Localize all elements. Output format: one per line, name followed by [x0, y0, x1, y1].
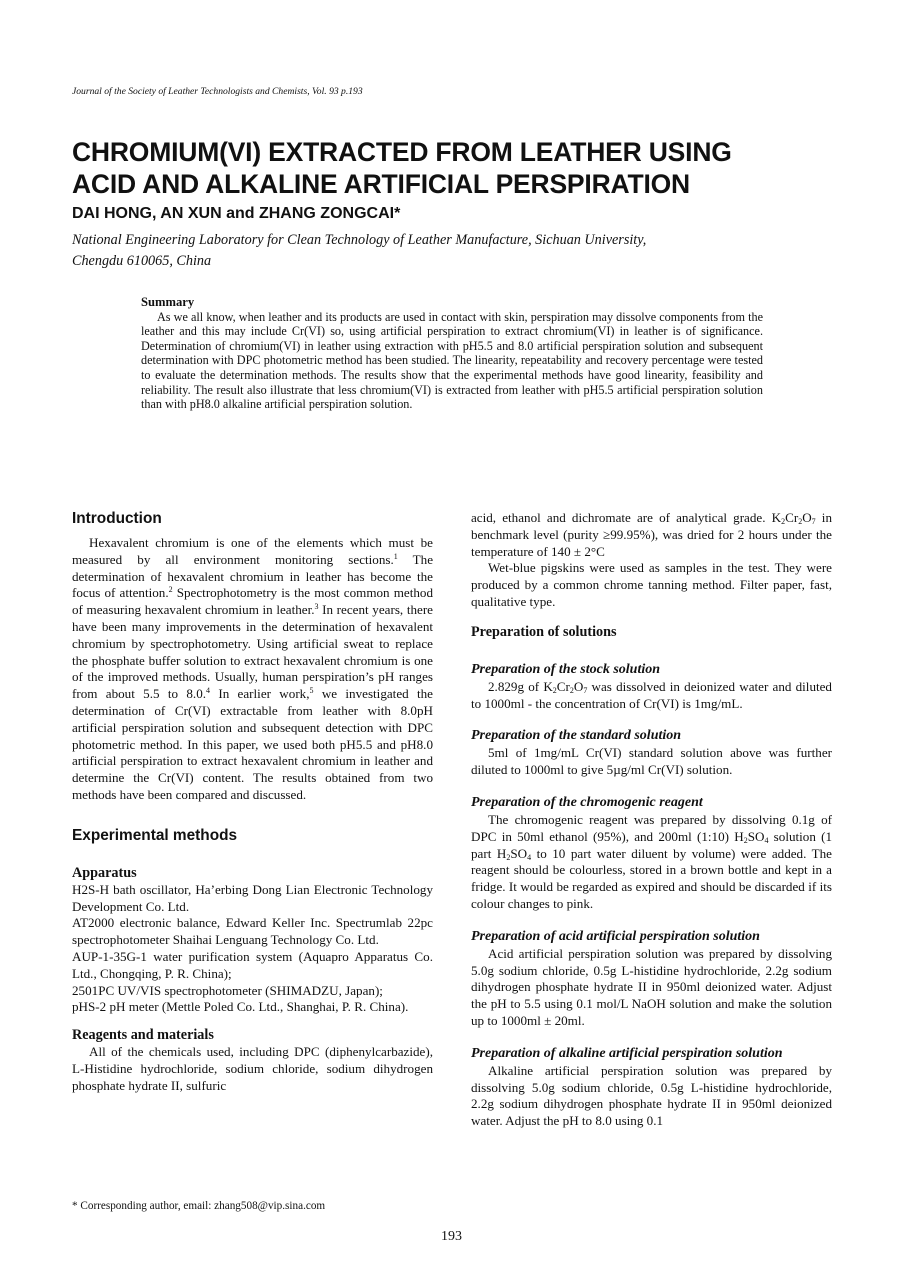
introduction-heading: Introduction	[72, 510, 162, 527]
intro-text: In earlier work,	[210, 686, 310, 702]
stock-text: was dissolved in deionized water and diluted to 1000ml - the concentration of Cr(VI) is 1mg/mL.	[471, 678, 832, 711]
reagents-paragraph: All of the chemicals used, including DPC (diphenylcarbazide), L-Histidine hydrochloride, sodium chloride, sodium dihydrogen phosphate hydrate II, sulfuric	[72, 1044, 433, 1093]
reference-marker: 2	[168, 585, 173, 595]
apparatus-item: H2S-H bath oscillator, Ha’erbing Dong Lian Electronic Technology Development Co. Ltd.	[72, 881, 433, 914]
formula-k: K	[543, 678, 553, 694]
intro-text: Hexavalent chromium is one of the elements which must be measured by all environment monitoring sections.	[72, 535, 433, 567]
left-column	[72, 509, 433, 1095]
formula-cr: Cr	[785, 510, 799, 525]
reagents-text: acid, ethanol and dichromate are of analytical grade.	[471, 510, 772, 525]
apparatus-item: pHS-2 pH meter (Mettle Poled Co. Ltd., Shanghai, P. R. China).	[72, 999, 409, 1015]
affiliation-line-1: National Engineering Laboratory for Clean Technology of Leather Manufacture, Sichuan University,	[72, 232, 647, 248]
subscript: 2	[506, 852, 511, 862]
summary-section	[141, 295, 763, 412]
chromogenic-heading: Preparation of the chromogenic reagent	[471, 794, 703, 810]
title-line-2: ACID AND ALKALINE ARTIFICIAL PERSPIRATION	[72, 169, 690, 199]
formula-k: K	[771, 510, 782, 525]
summary-text: As we all know, when leather and its products are used in contact with skin, perspiration may dissolve components from the leather and this may include Cr(VI) so, using artificial perspiration to extract chromium(VI) in leather is of significance. Determination of chromium(VI) in leather using extraction with pH5.5 and 8.0 artificial perspiration solution and subsequent determination with DPC photometric method has been studied. The linearity, repeatability and recovery percentage were tested to evaluate the determination methods. The results show that the experimental methods have good linearity, feasibility and reliability. The result also illustrate that less chromium(VI) is extracted from leather with pH5.5 artificial perspiration solution than with pH8.0 alkaline artificial perspiration solution.	[141, 309, 763, 412]
apparatus-item: AUP-1-35G-1 water purification system (Aquapro Apparatus Co. Ltd., Chongqing, P. R. China);	[72, 948, 433, 981]
stock-text: 2.829g of	[488, 678, 544, 694]
subscript: 2	[569, 685, 574, 695]
standard-solution-paragraph: 5ml of 1mg/mL Cr(VI) standard solution above was further diluted to 1000ml to give 5µg/ml Cr(VI) solution.	[471, 745, 832, 778]
summary-heading: Summary	[141, 295, 195, 309]
alkaline-solution-heading: Preparation of alkaline artificial perspiration solution	[471, 1045, 783, 1061]
subscript: 2	[798, 517, 803, 526]
article-title	[72, 136, 832, 200]
acid-solution-paragraph: Acid artificial perspiration solution was prepared by dissolving 5.0g sodium chloride, 0.5g L-histidine hydrochloride, 2.2g sodium dihydrogen phosphate hydrate II in 950ml deionized water. Adjust the pH to 5.5 using 0.1 mol/L NaOH solution and make the solution up to 1000ml ± 20ml.	[471, 945, 832, 1028]
reagents-text: in benchmark level (purity ≥99.95%), was dried for 2 hours under the temperature of 140 ± 2°C	[471, 510, 832, 559]
subscript: 4	[527, 852, 532, 862]
apparatus-heading: Apparatus	[72, 864, 137, 881]
intro-text: Spectrophotometry is the most common method of measuring hexavalent chromium in leather.	[72, 585, 434, 618]
standard-solution-heading: Preparation of the standard solution	[471, 728, 682, 744]
subscript: 4	[764, 835, 769, 845]
reagents-continued	[471, 510, 832, 560]
journal-header: Journal of the Society of Leather Technologists and Chemists, Vol. 93 p.193	[72, 86, 363, 97]
formula-o: O	[802, 510, 812, 525]
reference-marker: 4	[206, 686, 211, 696]
acid-solution-heading: Preparation of acid artificial perspiration solution	[471, 928, 760, 944]
subscript: 2	[552, 685, 557, 695]
apparatus-item: AT2000 electronic balance, Edward Keller Inc. Spectrumlab 22pc spectrophotometer Shaihai Lenguang Technology Co. Ltd.	[72, 915, 433, 948]
reference-marker: 5	[309, 686, 314, 696]
intro-text: The determination of hexavalent chromium in leather has become the focus of attention.	[72, 551, 434, 601]
reagents-heading: Reagents and materials	[72, 1027, 214, 1044]
intro-text: In recent years, there have been many improvements in the determination of hexavalent chromium by spectrophotometry. Using artificial sweat to replace the phosphate buffer solution to extract hexavalent chromium is one of the improved methods. Usually, human perspiration’s pH ranges from about 5.5 to 8.0.	[72, 602, 433, 702]
affiliation-line-2: Chengdu 610065, China	[72, 253, 212, 269]
page-number: 193	[441, 1229, 462, 1244]
apparatus-item: 2501PC UV/VIS spectrophotometer (SHIMADZU, Japan);	[72, 982, 383, 998]
intro-text: we investigated the determination of Cr(VI) extractable from leather with 8.0pH artificial perspiration solution and subsequent detection with DPC photometric method. In this paper, we used both pH5.5 and pH8.0 artificial perspiration to extract hexavalent chromium in leather and determine the Cr(VI) content. The results obtained from two methods have been compared and discussed.	[72, 686, 433, 802]
chromo-text: The chromogenic reagent was prepared by dissolving 0.1g of DPC in 50ml ethanol (95%), and 200ml (1:10)	[471, 811, 832, 844]
reference-marker: 1	[393, 551, 398, 561]
chromo-text: to 10 part water diluent by volume) were added. The reagent should be colourless, stored in a brown bottle and kept in a fridge. It would be regarded as expired and should be discarded if its colour changes to pink.	[471, 845, 832, 911]
corresponding-author-footnote: * Corresponding author, email: zhang508@vip.sina.com	[72, 1200, 326, 1212]
samples-paragraph: Wet-blue pigskins were used as samples in the test. They were produced by a common chrome tanning method. Filter paper, fast, qualitative type.	[471, 560, 832, 609]
chromo-text: solution (1 part	[471, 828, 832, 861]
subscript: 7	[583, 685, 588, 695]
reference-marker: 3	[314, 602, 319, 612]
subscript: 2	[781, 517, 786, 526]
title-line-1: CHROMIUM(VI) EXTRACTED FROM LEATHER USING	[72, 137, 732, 167]
formula-so: SO	[747, 828, 765, 844]
subscript: 2	[743, 835, 748, 845]
affiliation	[72, 230, 646, 272]
solutions-heading: Preparation of solutions	[471, 623, 617, 640]
right-column	[471, 510, 832, 1130]
formula-h: H	[496, 845, 507, 861]
formula-cr: Cr	[556, 678, 570, 694]
formula-h: H	[734, 828, 744, 844]
author-list: DAI HONG, AN XUN and ZHANG ZONGCAI*	[72, 205, 401, 222]
formula-so: SO	[510, 845, 528, 861]
introduction-paragraph	[72, 535, 433, 804]
formula-o: O	[573, 678, 584, 694]
stock-solution-heading: Preparation of the stock solution	[471, 661, 661, 677]
subscript: 7	[811, 517, 816, 526]
chromogenic-paragraph	[471, 812, 832, 913]
alkaline-solution-paragraph: Alkaline artificial perspiration solution was prepared by dissolving 5.0g sodium chloride, 0.5g L-histidine hydrochloride, 2.2g sodium dihydrogen phosphate hydrate II in 950ml deionized water. Adjust the pH to 8.0 using 0.1	[471, 1062, 832, 1129]
experimental-heading: Experimental methods	[72, 826, 238, 844]
stock-solution-paragraph	[471, 679, 832, 713]
